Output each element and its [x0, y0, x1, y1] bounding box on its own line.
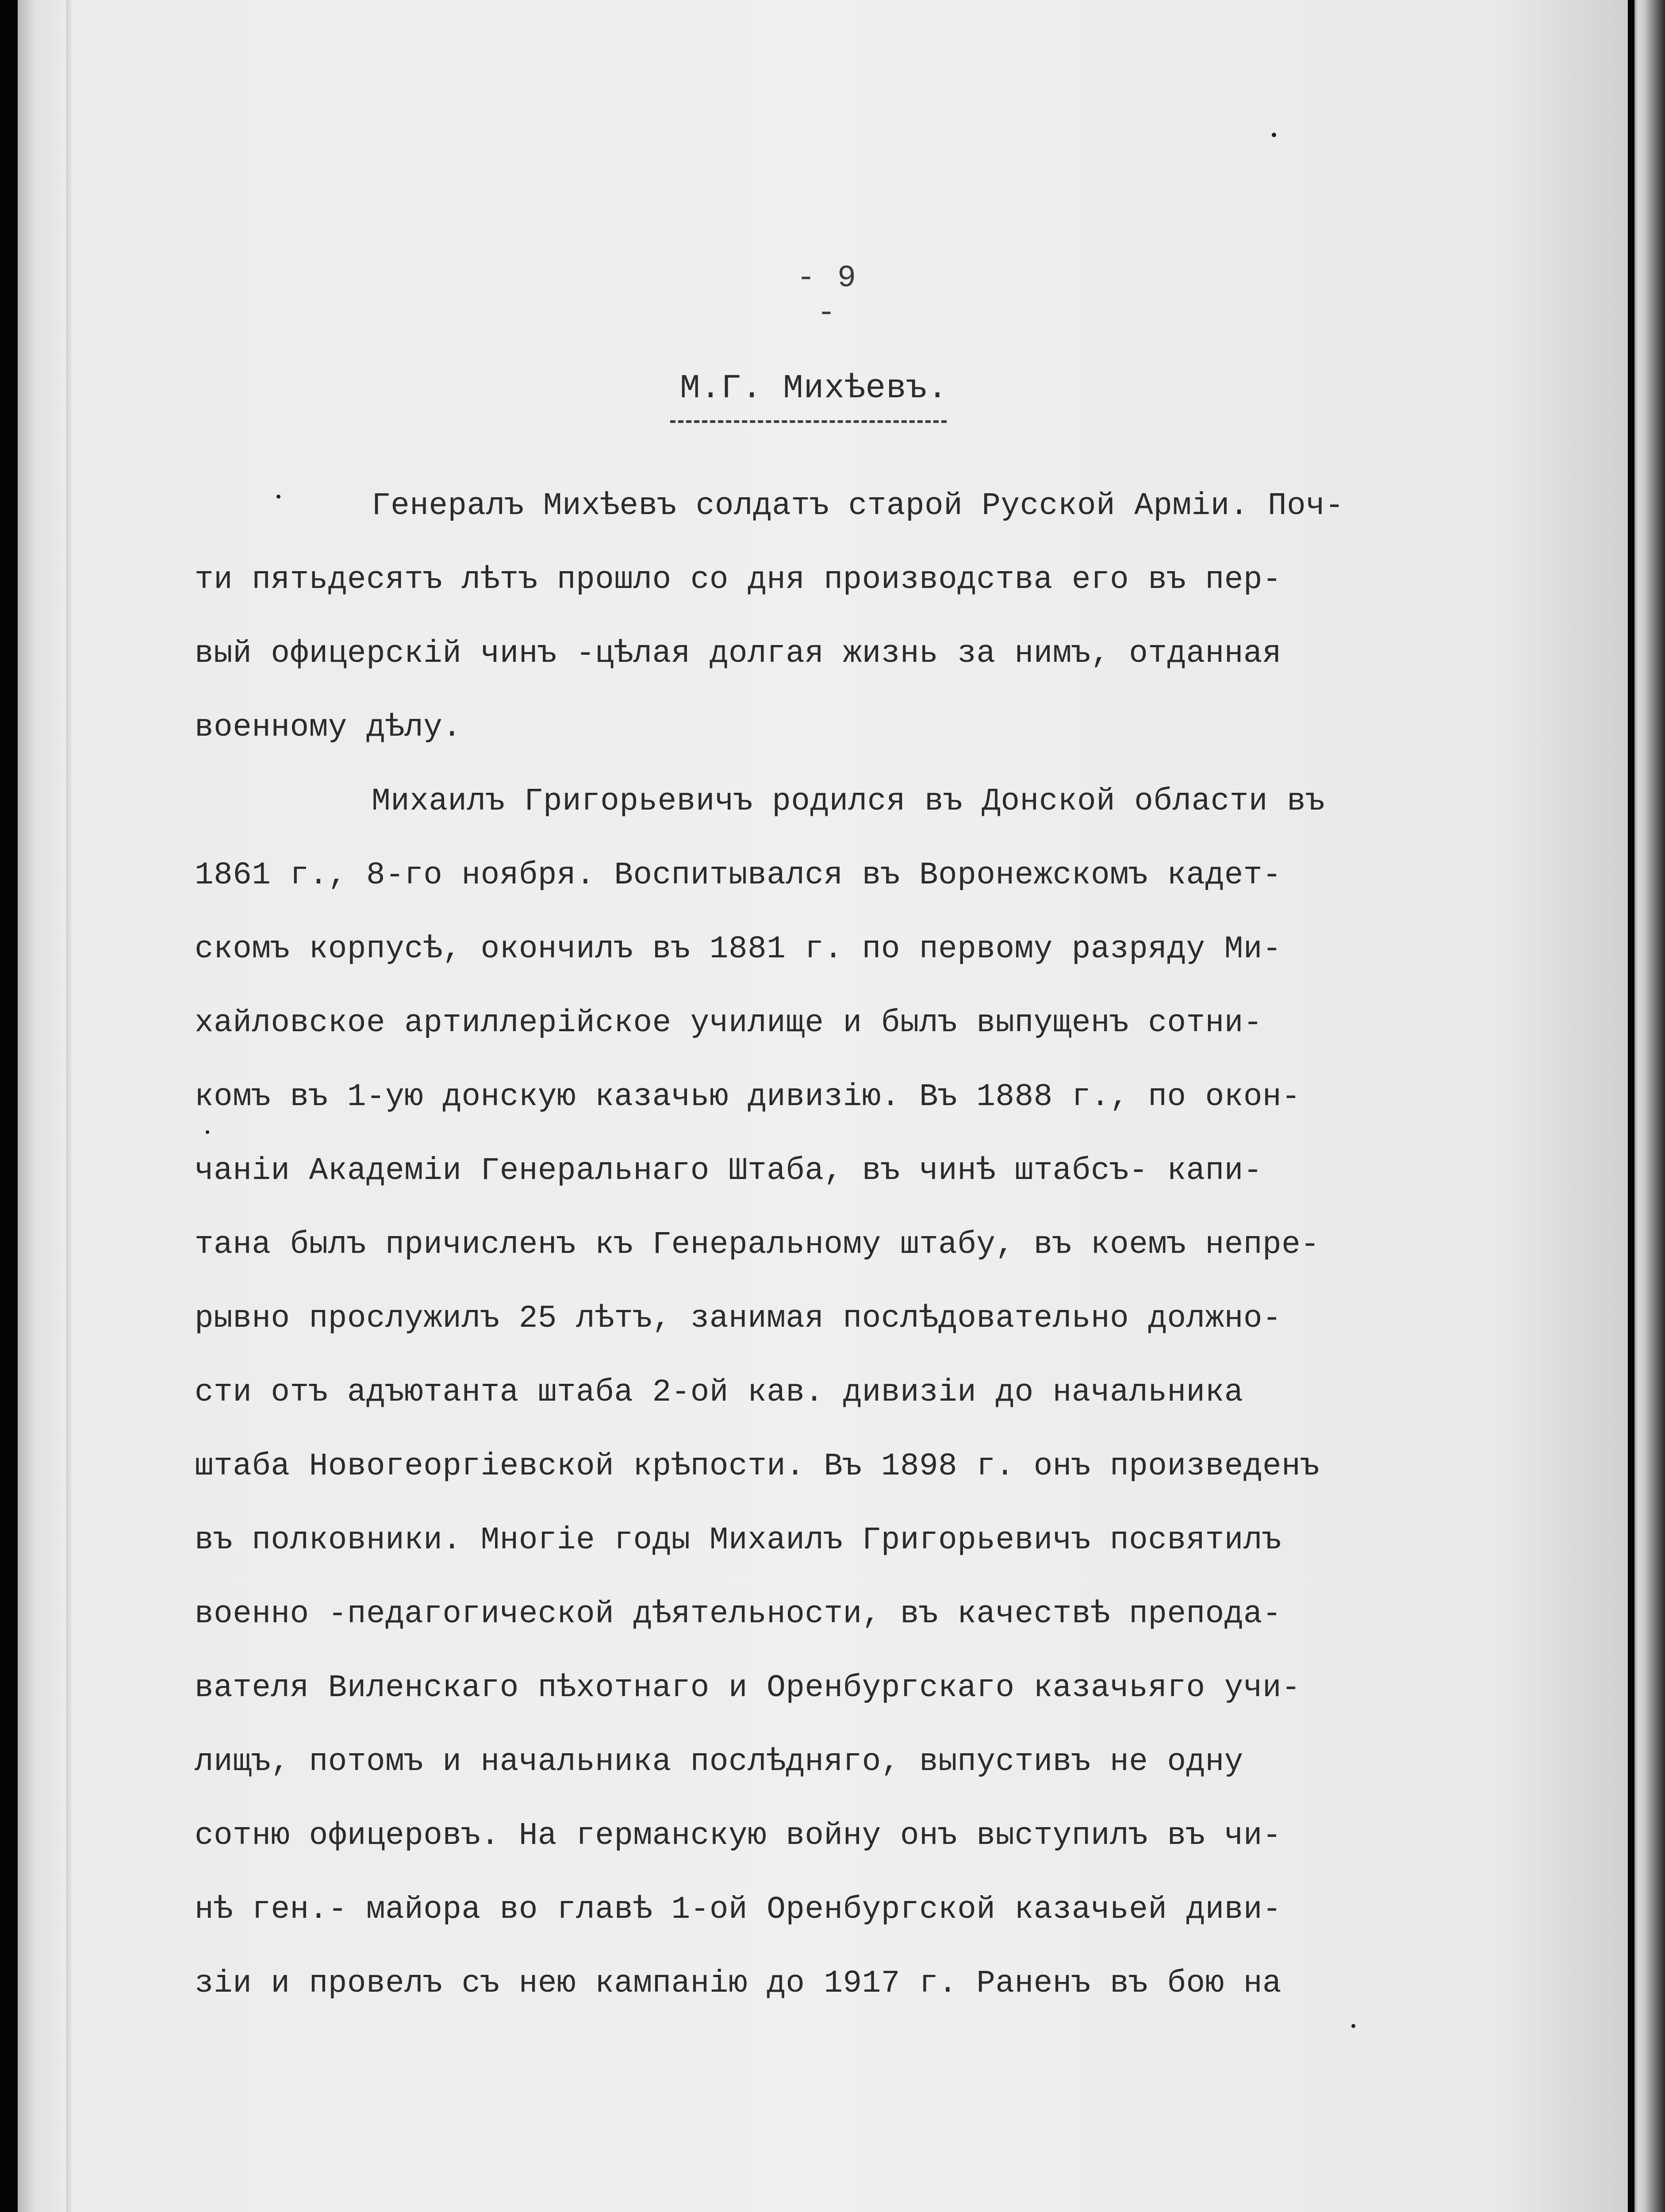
text-line: Генералъ Михѣевъ солдатъ старой Русской Арміи. Поч- [372, 488, 1344, 524]
paper-page [18, 0, 1628, 2212]
title-underline [670, 420, 947, 423]
text-line: сотню офицеровъ. На германскую войну онъ выступилъ въ чи- [195, 1818, 1282, 1854]
paper-speck [1272, 133, 1276, 137]
text-line: штаба Новогеоргіевской крѣпости. Въ 1898 г. онъ произведенъ [195, 1449, 1320, 1484]
paper-speck [1351, 2024, 1355, 2028]
text-line: лищъ, потомъ и начальника послѣдняго, выпустивъ не одну [195, 1744, 1243, 1780]
page-stack-edge [1634, 0, 1665, 2212]
text-line: вателя Виленскаго пѣхотнаго и Оренбургскаго казачьяго учи- [195, 1671, 1301, 1706]
page-fold-shadow [66, 0, 72, 2212]
text-line: военно -педагогической дѣятельности, въ качествѣ препода- [195, 1597, 1282, 1632]
text-line: Михаилъ Григорьевичъ родился въ Донской области въ [372, 784, 1325, 819]
text-line: вый офицерскій чинъ -цѣлая долгая жизнь за нимъ, отданная [195, 636, 1282, 672]
page-number: - 9 - [796, 261, 858, 331]
text-line: въ полковники. Многіе годы Михаилъ Григорьевичъ посвятилъ [195, 1523, 1282, 1558]
text-line: чаніи Академіи Генеральнаго Штаба, въ чинѣ штабсъ- капи- [195, 1153, 1262, 1189]
page-title: М.Г. Михѣевъ. [680, 369, 948, 407]
text-line: комъ въ 1-ую донскую казачью дивизію. Въ 1888 г., по окон- [195, 1079, 1301, 1115]
text-line: нѣ ген.- майора во главѣ 1-ой Оренбургской казачьей диви- [195, 1892, 1282, 1928]
text-line: военному дѣлу. [195, 710, 462, 745]
text-line: скомъ корпусѣ, окончилъ въ 1881 г. по первому разряду Ми- [195, 932, 1282, 967]
text-line: рывно прослужилъ 25 лѣтъ, занимая послѣдовательно должно- [195, 1301, 1282, 1336]
paper-speck [206, 1130, 209, 1134]
text-line: хайловское артиллерійское училище и былъ выпущенъ сотни- [195, 1006, 1262, 1041]
paper-speck [276, 495, 280, 499]
text-line: ти пятьдесятъ лѣтъ прошло со дня производства его въ пер- [195, 562, 1282, 598]
text-line: сти отъ адъютанта штаба 2-ой кав. дивизіи до начальника [195, 1375, 1243, 1410]
text-line: тана былъ причисленъ къ Генеральному штабу, въ коемъ непре- [195, 1227, 1320, 1263]
text-line: зіи и провелъ съ нею кампанію до 1917 г. Раненъ въ бою на [195, 1966, 1282, 2001]
text-line: 1861 г., 8-го ноября. Воспитывался въ Воронежскомъ кадет- [195, 858, 1282, 893]
